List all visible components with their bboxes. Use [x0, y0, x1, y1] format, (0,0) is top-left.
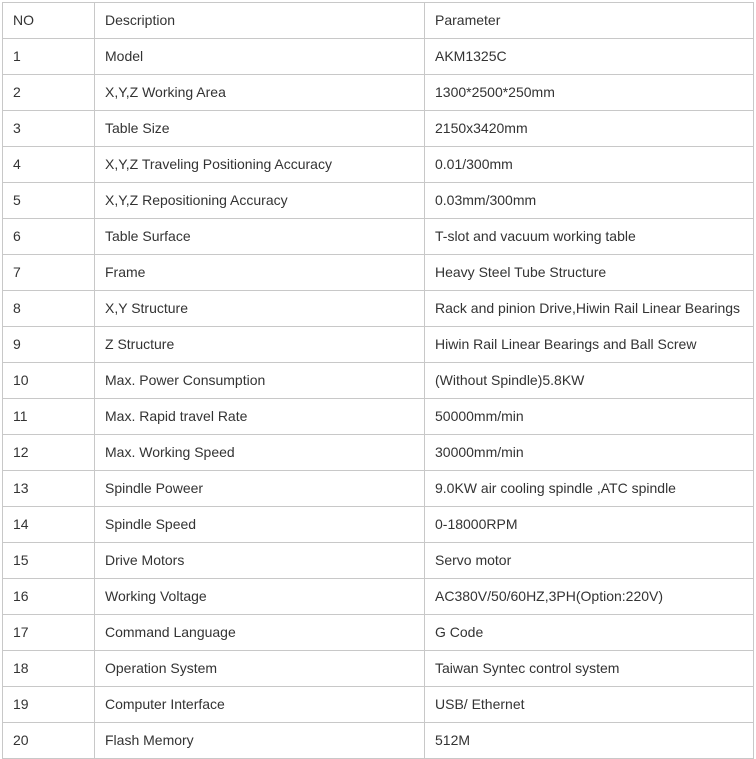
cell-description: Command Language — [95, 615, 425, 651]
cell-parameter: 9.0KW air cooling spindle ,ATC spindle — [425, 471, 754, 507]
spec-table-body — [3, 3, 754, 759]
table-row — [3, 543, 754, 579]
cell-description: X,Y Structure — [95, 291, 425, 327]
cell-parameter: AC380V/50/60HZ,3PH(Option:220V) — [425, 579, 754, 615]
cell-no: 20 — [3, 723, 95, 759]
header-description: Description — [95, 3, 425, 39]
cell-parameter: 1300*2500*250mm — [425, 75, 754, 111]
cell-description: Table Surface — [95, 219, 425, 255]
cell-parameter: 512M — [425, 723, 754, 759]
table-row — [3, 435, 754, 471]
cell-description: Max. Working Speed — [95, 435, 425, 471]
cell-parameter: Hiwin Rail Linear Bearings and Ball Screw — [425, 327, 754, 363]
cell-no: 4 — [3, 147, 95, 183]
table-row — [3, 723, 754, 759]
cell-parameter: (Without Spindle)5.8KW — [425, 363, 754, 399]
cell-description: Drive Motors — [95, 543, 425, 579]
cell-parameter: 0-18000RPM — [425, 507, 754, 543]
cell-description: X,Y,Z Repositioning Accuracy — [95, 183, 425, 219]
table-row — [3, 687, 754, 723]
table-row — [3, 75, 754, 111]
table-row — [3, 651, 754, 687]
table-row — [3, 327, 754, 363]
cell-no: 7 — [3, 255, 95, 291]
cell-description: Flash Memory — [95, 723, 425, 759]
cell-no: 16 — [3, 579, 95, 615]
cell-description: Model — [95, 39, 425, 75]
cell-parameter: 50000mm/min — [425, 399, 754, 435]
cell-parameter: 2150x3420mm — [425, 111, 754, 147]
cell-parameter: 30000mm/min — [425, 435, 754, 471]
table-row — [3, 615, 754, 651]
table-row — [3, 219, 754, 255]
cell-no: 9 — [3, 327, 95, 363]
cell-no: 14 — [3, 507, 95, 543]
cell-description: Frame — [95, 255, 425, 291]
header-parameter: Parameter — [425, 3, 754, 39]
cell-description: Computer Interface — [95, 687, 425, 723]
cell-description: X,Y,Z Working Area — [95, 75, 425, 111]
cell-no: 11 — [3, 399, 95, 435]
cell-no: 12 — [3, 435, 95, 471]
cell-description: X,Y,Z Traveling Positioning Accuracy — [95, 147, 425, 183]
table-row — [3, 255, 754, 291]
spec-table — [2, 2, 754, 759]
cell-no: 1 — [3, 39, 95, 75]
cell-description: Operation System — [95, 651, 425, 687]
table-row — [3, 183, 754, 219]
cell-parameter: 0.03mm/300mm — [425, 183, 754, 219]
cell-no: 2 — [3, 75, 95, 111]
cell-parameter: T-slot and vacuum working table — [425, 219, 754, 255]
table-row — [3, 471, 754, 507]
cell-no: 18 — [3, 651, 95, 687]
table-row — [3, 507, 754, 543]
cell-description: Max. Rapid travel Rate — [95, 399, 425, 435]
table-row — [3, 399, 754, 435]
cell-no: 8 — [3, 291, 95, 327]
header-no: NO — [3, 3, 95, 39]
cell-parameter: AKM1325C — [425, 39, 754, 75]
cell-parameter: Rack and pinion Drive,Hiwin Rail Linear Bearings — [425, 291, 754, 327]
cell-parameter: USB/ Ethernet — [425, 687, 754, 723]
table-row — [3, 39, 754, 75]
cell-no: 6 — [3, 219, 95, 255]
cell-parameter: Taiwan Syntec control system — [425, 651, 754, 687]
cell-parameter: 0.01/300mm — [425, 147, 754, 183]
table-row — [3, 579, 754, 615]
cell-parameter: Servo motor — [425, 543, 754, 579]
table-row — [3, 147, 754, 183]
cell-no: 17 — [3, 615, 95, 651]
cell-no: 15 — [3, 543, 95, 579]
cell-no: 19 — [3, 687, 95, 723]
table-row — [3, 291, 754, 327]
cell-description: Spindle Speed — [95, 507, 425, 543]
cell-description: Table Size — [95, 111, 425, 147]
cell-parameter: G Code — [425, 615, 754, 651]
cell-no: 5 — [3, 183, 95, 219]
table-row — [3, 363, 754, 399]
cell-description: Max. Power Consumption — [95, 363, 425, 399]
cell-description: Spindle Poweer — [95, 471, 425, 507]
cell-no: 10 — [3, 363, 95, 399]
cell-no: 3 — [3, 111, 95, 147]
cell-description: Z Structure — [95, 327, 425, 363]
table-header-row — [3, 3, 754, 39]
cell-description: Working Voltage — [95, 579, 425, 615]
table-row — [3, 111, 754, 147]
cell-parameter: Heavy Steel Tube Structure — [425, 255, 754, 291]
cell-no: 13 — [3, 471, 95, 507]
